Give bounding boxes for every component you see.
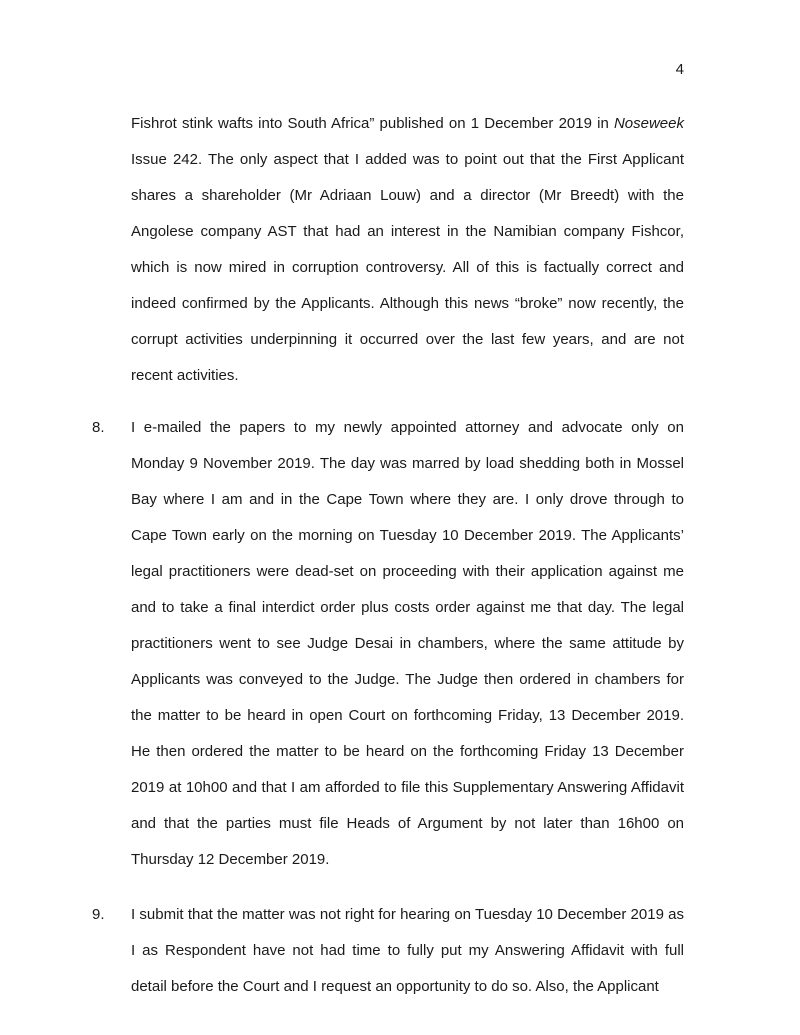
publication-name: Noseweek xyxy=(613,115,684,132)
paragraph-9: I submit that the matter was not right for hearing on Tuesday 10 December 2019 as I as Respondent have not had time to fully put my Answering Affidavit with full detail before the Court and I request an opportunity to do so. Also, the Applicant xyxy=(131,906,684,995)
page-number: 4 xyxy=(675,61,684,78)
paragraph-8: I e-mailed the papers to my newly appointed attorney and advocate only on Monday 9 November 2019. The day was marred by load shedding both in Mossel Bay where I am and in the Cape Town where they are. I only drove through to Cape Town early on the morning on Tuesday 10 December 2019. The Applicants’ legal practitioners were dead-set on proceeding with their application against me and to take a final interdict order plus costs order against me that day. The legal practitioners went to see Judge Desai in chambers, where the same attitude by Applicants was conveyed to the Judge. The Judge then ordered in chambers for the matter to be heard in open Court on forthcoming Friday, 13 December 2019. He then ordered the matter to be heard on the forthcoming Friday 13 December 2019 at 10h00 and that I am afforded to file this Supplementary Answering Affidavit and that the parties must file Heads of Argument by not later than 16h00 on Thursday 12 December 2019. xyxy=(131,419,684,868)
paragraph-continued xyxy=(131,106,684,394)
paragraph-number-9: 9. xyxy=(92,906,105,923)
paragraph-text-part-a: Fishrot stink wafts into South Africa” published on 1 December 2019 in xyxy=(131,115,614,132)
paragraph-text-part-b: Issue 242. The only aspect that I added was to point out that the First Applicant shares a shareholder (Mr Adriaan Louw) and a director (Mr Breedt) with the Angolese company AST that had an interest in the Namibian company Fishcor, which is now mired in corruption controversy. All of this is factually correct and indeed confirmed by the Applicants. Although this news “broke” now recently, the corrupt activities underpinning it occurred over the last few years, and are not recent activities. xyxy=(131,151,684,384)
paragraph-number-8: 8. xyxy=(92,419,105,436)
